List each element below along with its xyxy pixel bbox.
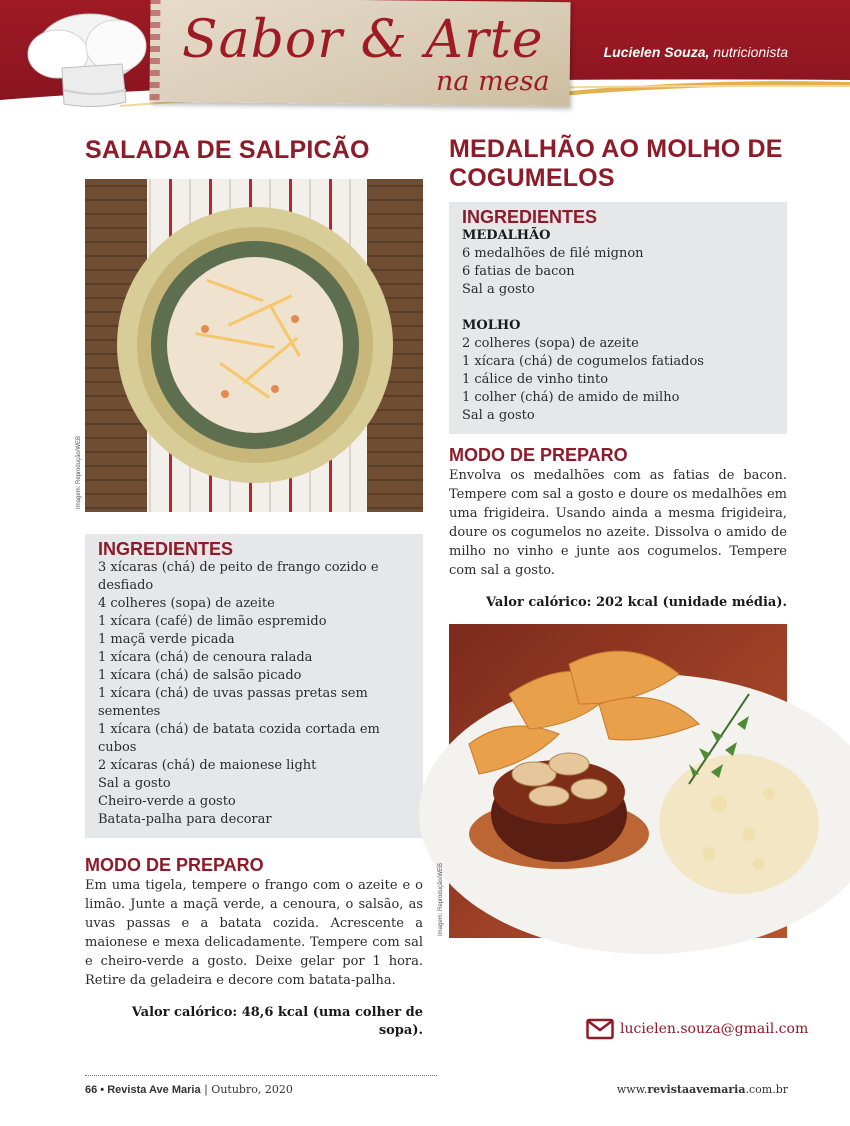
ingredients-box-salpicao <box>85 534 423 838</box>
author-role: nutricionista <box>713 44 788 60</box>
prep-text-medalhao: Envolva os medalhões com as fatias de bacon. Tempere com sal a gosto e doure os medalhões em uma frigideira. Usando ainda a mesma frigideira, doure os cogumelos no azeite. Dissolva o amido de milho no vinho e junte aos cogumelos. Tempere com sal a gosto. <box>449 468 787 578</box>
ingredient-item: 1 xícara (chá) de salsão picado <box>98 668 302 683</box>
ingredient-item: 1 maçã verde picada <box>98 632 235 647</box>
issue-date: Outubro, 2020 <box>211 1083 293 1096</box>
footer-page-info <box>85 1083 293 1096</box>
ingredient-item: Batata-palha para decorar <box>98 812 272 827</box>
magazine-name: Revista Ave Maria <box>107 1084 201 1096</box>
chef-hat-icon <box>18 6 158 114</box>
salpicao-illustration <box>85 179 423 512</box>
ingredients-list-salpicao <box>98 559 410 829</box>
site-suffix: .com.br <box>745 1083 788 1096</box>
ingredient-item: 1 cálice de vinho tinto <box>462 372 609 387</box>
spacer <box>462 299 774 317</box>
ingredient-item: Sal a gosto <box>462 408 535 423</box>
envelope-icon <box>586 1018 614 1040</box>
recipe-title-salpicao: SALADA DE SALPICÃO <box>85 136 370 164</box>
ingredient-item: Sal a gosto <box>98 776 171 791</box>
ingredients-list-medalhao <box>462 245 774 299</box>
ingredients-box-medalhao <box>449 202 787 434</box>
author-credit <box>604 44 788 60</box>
ingredient-item: 3 xícaras (chá) de peito de frango cozido e desfiado <box>98 560 379 593</box>
salpicao-photo <box>76 179 423 512</box>
recipe-salpicao <box>76 132 423 1040</box>
ingredient-item: 1 xícara (chá) de cogumelos fatiados <box>462 354 704 369</box>
ingredient-item: 1 xícara (café) de limão espremido <box>98 614 327 629</box>
prep-heading-medalhao: MODO DE PREPARO <box>449 445 628 465</box>
ingredients-heading: INGREDIENTES <box>462 207 598 227</box>
ingredient-item: 6 fatias de bacon <box>462 264 575 279</box>
ingredient-item: Sal a gosto <box>462 282 535 297</box>
ingredient-group-title-molho: MOLHO <box>462 318 521 333</box>
medalhao-photo <box>438 624 787 938</box>
ingredient-item: 2 xícaras (chá) de maionese light <box>98 758 317 773</box>
brand-subtitle: na mesa <box>436 66 550 97</box>
footer-bullet: • <box>97 1084 108 1096</box>
recipe-title-medalhao: MEDALHÃO AO MOLHO DE COGUMELOS <box>449 135 783 192</box>
recipe-medalhao <box>438 132 787 938</box>
footer-website[interactable] <box>617 1083 788 1096</box>
calorie-medalhao: Valor calórico: 202 kcal (unidade média). <box>486 595 787 610</box>
site-prefix: www. <box>616 1083 648 1096</box>
ingredient-item: 2 colheres (sopa) de azeite <box>462 336 639 351</box>
ingredient-item: 6 medalhões de filé mignon <box>462 246 644 261</box>
prep-text-salpicao: Em uma tigela, tempere o frango com o azeite e o limão. Junte a maçã verde, a cenoura, o salsão, as uvas passas e a batata cozida. Acrescente a maionese e mexa delicadamente. Tempere com sal e cheiro-verde a gosto. Deixe gelar por 1 hora. Retire da geladeira e decore com batata-palha. <box>85 878 423 988</box>
footer-separator: | <box>204 1083 208 1096</box>
author-name: Lucielen Souza, <box>603 44 710 60</box>
salpicao-photo-credit: Imagem: Reprodução/WEB <box>76 435 82 509</box>
ingredient-item: 1 colher (chá) de amido de milho <box>462 390 680 405</box>
email-contact[interactable] <box>586 1018 808 1040</box>
ingredient-item: Cheiro-verde a gosto <box>98 794 236 809</box>
ingredients-list-molho <box>462 335 774 425</box>
email-address[interactable]: lucielen.souza@gmail.com <box>620 1021 809 1037</box>
ingredients-heading: INGREDIENTES <box>98 539 234 559</box>
ingredient-item: 1 xícara (chá) de cenoura ralada <box>98 650 313 665</box>
ingredient-item: 1 xícara (chá) de uvas passas pretas sem sementes <box>98 686 368 719</box>
calorie-salpicao: Valor calórico: 48,6 kcal (uma colher de sopa). <box>131 1005 423 1038</box>
prep-heading-salpicao: MODO DE PREPARO <box>85 855 264 875</box>
medalhao-photo-credit: Imagem: Reprodução/WEB <box>438 862 444 936</box>
ingredient-group-title-medalhao: MEDALHÃO <box>462 228 551 243</box>
page-number: 66 <box>85 1084 98 1096</box>
ingredient-item: 4 colheres (sopa) de azeite <box>98 596 275 611</box>
footer-divider <box>85 1075 437 1076</box>
brand-title: Sabor & Arte <box>182 10 544 70</box>
page-header <box>0 0 850 118</box>
site-name: revistaavemaria <box>647 1083 746 1096</box>
medalhao-illustration <box>449 624 787 938</box>
ingredient-item: 1 xícara (chá) de batata cozida cortada em cubos <box>98 722 380 755</box>
